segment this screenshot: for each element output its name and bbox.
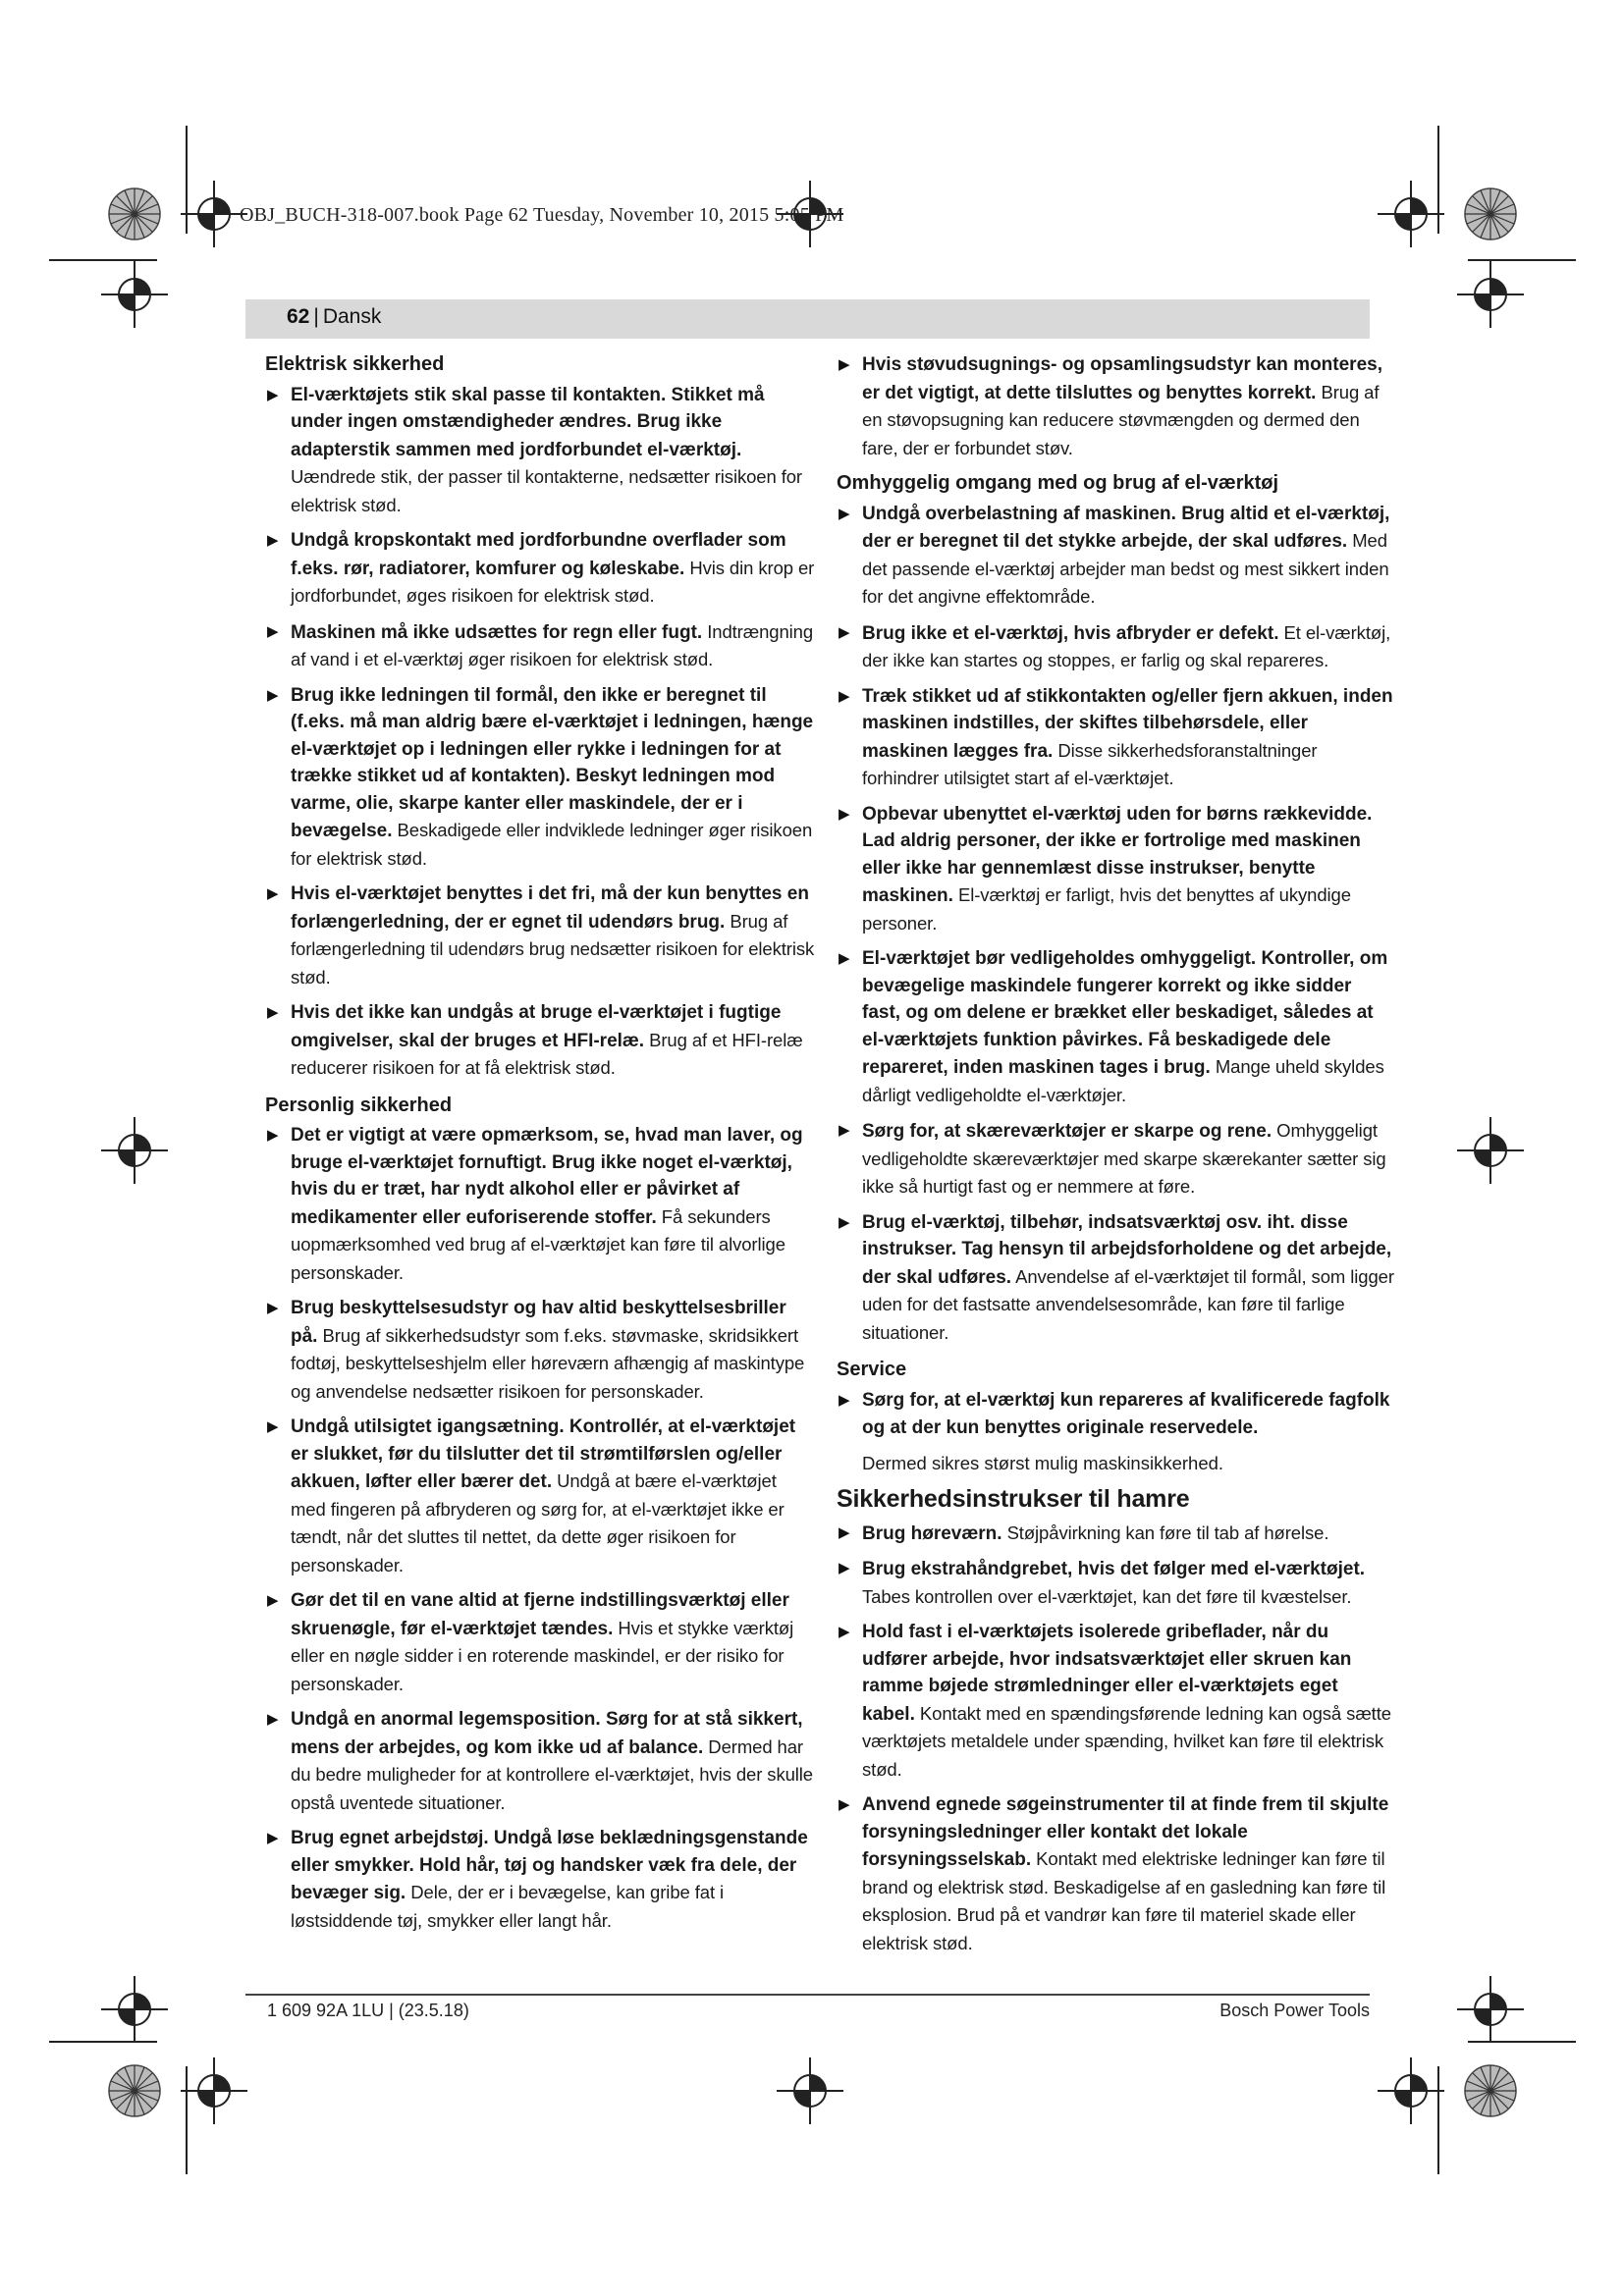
safety-instruction [265, 682, 815, 874]
instruction-bold: Brug høreværn. [862, 1522, 1002, 1544]
safety-instruction [265, 999, 815, 1083]
bullet-triangle-icon: ▶ [267, 1127, 279, 1144]
safety-instruction [837, 619, 1394, 675]
bullet-triangle-icon: ▶ [839, 1796, 850, 1813]
instruction-bold: Undgå overbelastning af maskinen. Brug altid et el-værktøj, der er beregnet til det stykke arbejde, der skal udføres. [862, 503, 1390, 552]
bullet-triangle-icon: ▶ [839, 687, 850, 705]
service-note: Dermed sikres størst mulig maskinsikkerhed. [862, 1452, 1224, 1473]
bullet-triangle-icon: ▶ [267, 1592, 279, 1609]
instruction-text: Omhyggeligt vedligeholdte skæreværktøjer med skarpe skærekanter sætter sig ikke så hurtigt fast og er nemmere at føre. [862, 1120, 1386, 1197]
instruction-text: Dermed har du bedre muligheder for at kontrollere el-værktøjet, hvis der skulle opstå uventede situationer. [291, 1735, 813, 1813]
bullet-triangle-icon: ▶ [267, 885, 279, 902]
instruction-text: Brug af en støvopsugning kan reducere støvmængden og dermed den fare, der er forbundet støv. [862, 381, 1380, 458]
safety-instruction [837, 1555, 1394, 1611]
instruction-text: Beskadigede eller indviklede ledninger øger risikoen for elektrisk stød. [291, 820, 813, 869]
safety-instruction [837, 1520, 1394, 1548]
header-separator: | [313, 305, 319, 328]
instruction-bold: Undgå kropskontakt med jordforbundne overflader som f.eks. rør, radiatorer, komfurer og køleskabe. [291, 530, 786, 579]
bullet-triangle-icon: ▶ [839, 1391, 850, 1409]
instruction-text: Anvendelse af el-værktøjet til formål, som ligger uden for det fastsatte anvendelsesområde, kan føre til farlige situationer. [862, 1265, 1394, 1343]
instruction-bold: Hold fast i el-værktøjets isolerede gribeflader, når du udfører arbejde, hvor indsatsværktøjet eller skruen kan ramme bøjede strømledninger eller el-værktøjets eget kabel. [862, 1622, 1352, 1725]
bullet-triangle-icon: ▶ [839, 505, 850, 522]
instruction-bold: Hvis el-værktøjet benyttes i det fri, må der kun benyttes en forlængerledning, der er egnet til udendørs brug. [291, 883, 809, 933]
footer-rule [245, 1994, 1370, 1996]
instruction-bold: Undgå utilsigtet igangsætning. Kontrollér, at el-værktøjet er slukket, før du tilslutter det til strømtilførslen og/eller akkuen, løfter eller bærer det. [291, 1416, 796, 1492]
instruction-text: Undgå at bære el-værktøjet med fingeren på afbryderen og sørg for, at el-værktøjet ikke er tændt, når det sluttes til nettet, da dette øger risikoen for personskader. [291, 1470, 785, 1575]
bullet-triangle-icon: ▶ [267, 1300, 279, 1316]
hammer-safety-heading: Sikkerhedsinstrukser til hamre [837, 1485, 1190, 1513]
safety-instruction [265, 1295, 815, 1406]
instruction-bold: Sørg for, at skæreværktøjer er skarpe og rene. [862, 1121, 1272, 1142]
bullet-triangle-icon: ▶ [267, 386, 279, 403]
page-number: 62 [287, 305, 310, 328]
instruction-text: El-værktøj er farligt, hvis det benyttes af ukyndige personer. [862, 884, 1351, 934]
page-header [287, 305, 381, 329]
safety-instruction [837, 351, 1394, 462]
instruction-bold: Gør det til en vane altid at fjerne indstillingsværktøj eller skruenøgle, før el-værktøjet tændes. [291, 1590, 789, 1639]
instruction-bold: Hvis det ikke kan undgås at bruge el-værktøjet i fugtige omgivelser, skal der bruges et HFI-relæ. [291, 1002, 782, 1051]
bullet-triangle-icon: ▶ [267, 686, 279, 704]
bullet-triangle-icon: ▶ [839, 1213, 850, 1231]
book-info-line: OBJ_BUCH-318-007.book Page 62 Tuesday, November 10, 2015 5:05 PM [240, 204, 844, 226]
bullet-triangle-icon: ▶ [267, 622, 279, 640]
instruction-text: Uændrede stik, der passer til kontakterne, nedsætter risikoen for elektrisk stød. [291, 466, 802, 515]
bullet-triangle-icon: ▶ [839, 950, 850, 967]
instruction-bold: Brug el-værktøj, tilbehør, indsatsværktøj osv. iht. disse instrukser. Tag hensyn til arbejdsforholdene og det arbejde, der skal udføres. [862, 1211, 1392, 1288]
safety-instruction [265, 618, 815, 674]
instruction-bold: Hvis støvudsugnings- og opsamlingsudstyr kan monteres, er det vigtigt, at dette tilsluttes og benyttes korrekt. [862, 354, 1382, 403]
bullet-triangle-icon: ▶ [267, 1711, 279, 1728]
instruction-text: Støjpåvirkning kan føre til tab af hørelse. [1001, 1522, 1329, 1543]
instruction-text: Få sekunders uopmærksomhed ved brug af el-værktøjet kan føre til alvorlige personskader. [291, 1205, 785, 1283]
footer-doc-number: 1 609 92A 1LU | (23.5.18) [267, 2001, 469, 2020]
instruction-text: Hvis din krop er jordforbundet, øges risikoen for elektrisk stød. [291, 557, 815, 606]
instruction-text: Tabes kontrollen over el-værktøjet, kan det føre til kvæstelser. [862, 1585, 1352, 1607]
bullet-triangle-icon: ▶ [267, 1418, 279, 1435]
safety-instruction [837, 945, 1394, 1109]
left-column [265, 351, 815, 1943]
safety-instruction [837, 1619, 1394, 1784]
section-heading: Elektrisk sikkerhed [265, 353, 445, 375]
instruction-text: Mange uheld skyldes dårligt vedligeholdte el-værktøjer. [862, 1056, 1384, 1105]
footer-brand: Bosch Power Tools [1219, 2001, 1370, 2020]
instruction-bold: Brug egnet arbejdstøj. Undgå løse beklædningsgenstande eller smykker. Hold hår, tøj og handsker væk fra dele, der bevæger sig. [291, 1828, 808, 1903]
instruction-text: Brug af sikkerhedsudstyr som f.eks. støvmaske, skridsikkert fodtøj, beskyttelseshjelm eller høreværn afhængig af maskintype og anvendelse nedsætter risikoen for personskader. [291, 1324, 805, 1402]
safety-instruction [837, 683, 1394, 793]
instruction-bold: Brug ekstrahåndgrebet, hvis det følger med el-værktøjet. [862, 1559, 1366, 1579]
section-heading: Service [837, 1359, 907, 1380]
safety-instruction [265, 1122, 815, 1287]
instruction-text: Disse sikkerhedsforanstaltninger forhindrer utilsigtet start af el-værktøjet. [862, 739, 1318, 788]
instruction-text: Kontakt med en spændingsførende ledning kan også sætte værktøjets metaldele under spænding, hvilket kan føre til elektrisk stød. [862, 1702, 1391, 1780]
bullet-triangle-icon: ▶ [267, 1830, 279, 1846]
instruction-bold: Træk stikket ud af stikkontakten og/eller fjern akkuen, inden maskinen indstilles, der skiftes tilbehørsdele, eller maskinen lægges fra. [862, 685, 1393, 762]
safety-instruction [837, 1209, 1394, 1348]
header-language: Dansk [322, 305, 382, 328]
instruction-bold: Brug ikke et el-værktøj, hvis afbryder er defekt. [862, 622, 1279, 644]
safety-instruction [265, 527, 815, 611]
instruction-bold: Opbevar ubenyttet el-værktøj uden for børns rækkevidde. Lad aldrig personer, der ikke er fortrolige med maskinen eller ikke har gennemlæst disse instrukser, benytte maskinen. [862, 803, 1373, 906]
instruction-text: Brug af et HFI-relæ reducerer risikoen for at få elektrisk stød. [291, 1029, 803, 1078]
safety-instruction [265, 1825, 815, 1935]
bullet-triangle-icon: ▶ [267, 532, 279, 549]
bullet-triangle-icon: ▶ [839, 1523, 850, 1541]
section-heading: Personlig sikkerhed [265, 1094, 453, 1116]
right-column [837, 351, 1394, 1965]
instruction-text: Dele, der er i bevægelse, kan gribe fat i løstsiddende tøj, smykker eller langt hår. [291, 1882, 725, 1931]
instruction-bold: Brug beskyttelsesudstyr og hav altid beskyttelsesbriller på. [291, 1298, 786, 1347]
safety-instruction [837, 1387, 1394, 1442]
instruction-text: Brug af forlængerledning til udendørs brug nedsætter risikoen for elektrisk stød. [291, 910, 815, 988]
safety-instruction [837, 801, 1394, 938]
bullet-triangle-icon: ▶ [839, 623, 850, 641]
bullet-triangle-icon: ▶ [267, 1004, 279, 1021]
safety-instruction [265, 1706, 815, 1817]
safety-instruction [265, 1587, 815, 1698]
instruction-text: Kontakt med elektriske ledninger kan føre til brand og elektrisk stød. Beskadigelse af en gasledning kan føre til eksplosion. Brud på et vandrør kan føre til materiel skade eller elektrisk stød. [862, 1848, 1386, 1953]
instruction-bold: El-værktøjet bør vedligeholdes omhyggeligt. Kontroller, om bevægelige maskindele fungerer korrekt og ikke sidder fast, og om delene er brækket eller beskadiget, således at el-værktøjets funktion påvirkes. Få beskadigede dele repareret, inden maskinen tages i brug. [862, 948, 1388, 1078]
instruction-bold: Det er vigtigt at være opmærksom, se, hvad man laver, og bruge el-værktøjet fornuftigt. Brug ikke noget el-værktøj, hvis du er træt, har nydt alkohol eller er påvirket af medikamenter eller euforiserende stoffer. [291, 1125, 803, 1228]
instruction-bold: El-værktøjets stik skal passe til kontakten. Stikket må under ingen omstændigheder ændres. Brug ikke adapterstik sammen med jordforbundet el-værktøj. [291, 384, 765, 460]
instruction-text: Med det passende el-værktøj arbejder man bedst og mest sikkert inden for det angivne effektområde. [862, 530, 1389, 607]
section-heading: Omhyggelig omgang med og brug af el-værktøj [837, 472, 1279, 494]
instruction-text: Hvis et stykke værktøj eller en nøgle sidder i en roterende maskindel, er der risiko for personskader. [291, 1617, 794, 1694]
instruction-bold: Brug ikke ledningen til formål, den ikke er beregnet til (f.eks. må man aldrig bære el-værktøjet i ledningen, hænge el-værktøjet op i ledningen eller rykke i ledningen for at trække stikket ud af kontakten). Beskyt ledningen mod varme, olie, skarpe kanter eller maskindele, der er i bevægelse. [291, 684, 814, 841]
bullet-triangle-icon: ▶ [839, 1560, 850, 1576]
bullet-triangle-icon: ▶ [839, 1624, 850, 1640]
bullet-triangle-icon: ▶ [839, 1122, 850, 1139]
instruction-bold: Maskinen må ikke udsættes for regn eller fugt. [291, 621, 703, 643]
instruction-text: Indtrængning af vand i et el-værktøj øger risikoen for elektrisk stød. [291, 620, 814, 669]
safety-instruction [837, 1791, 1394, 1957]
instruction-bold: Anvend egnede søgeinstrumenter til at finde frem til skjulte forsyningsledninger eller kontakt det lokale forsyningsselskab. [862, 1794, 1389, 1870]
instruction-bold: Undgå en anormal legemsposition. Sørg for at stå sikkert, mens der arbejdes, og kom ikke ud af balance. [291, 1709, 803, 1758]
bullet-triangle-icon: ▶ [839, 356, 850, 373]
safety-instruction [265, 881, 815, 991]
bullet-triangle-icon: ▶ [839, 805, 850, 823]
page-header-bar [245, 299, 1370, 339]
safety-instruction [837, 501, 1394, 612]
instruction-text: Et el-værktøj, der ikke kan startes og stoppes, er farlig og skal repareres. [862, 621, 1391, 670]
safety-instruction [265, 382, 815, 520]
safety-instruction [265, 1414, 815, 1579]
instruction-bold: Sørg for, at el-værktøj kun repareres af kvalificerede fagfolk og at der kun benyttes originale reservedele. [862, 1389, 1390, 1438]
safety-instruction [837, 1117, 1394, 1201]
